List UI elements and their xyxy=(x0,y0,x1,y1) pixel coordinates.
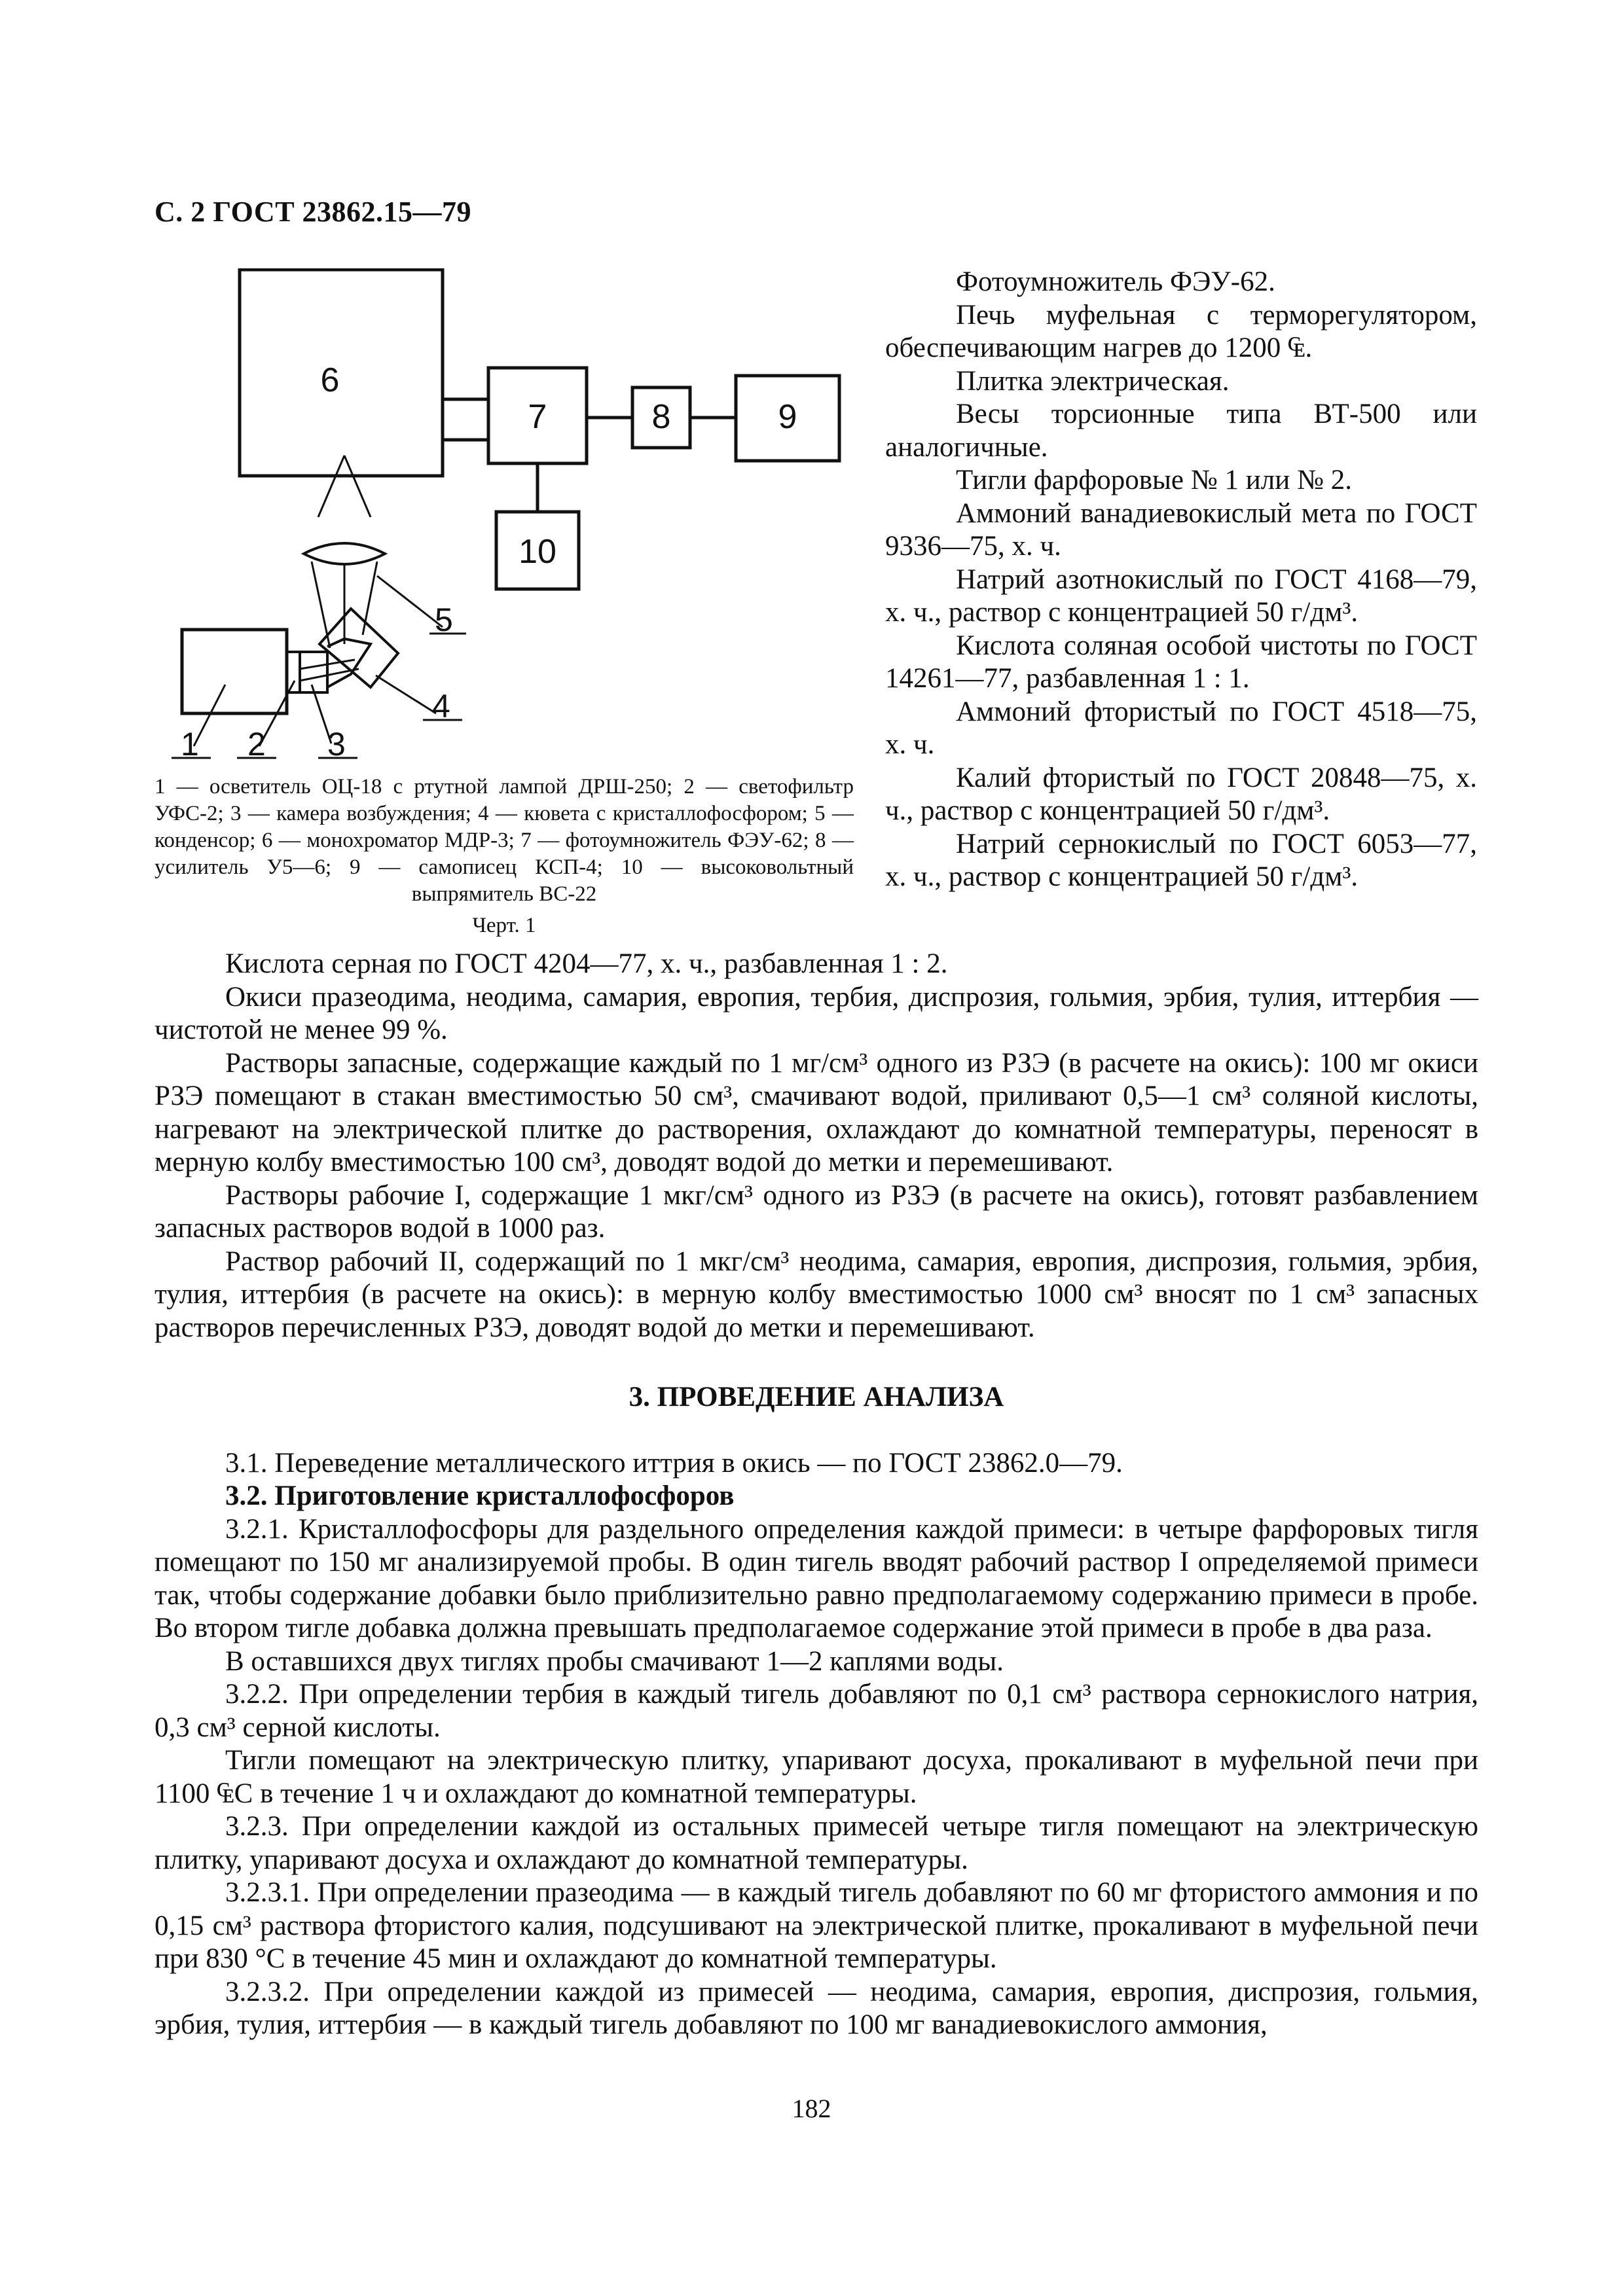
paragraph: Тигли помещают на электрическую плитку, упаривают досуха, прокаливают в муфельной печи при 1100 ₠С в течение 1 ч и охлаждают до комнатной температуры. xyxy=(155,1745,1478,1809)
list-item: Натрий азотнокислый по ГОСТ 4168—79, х. ч., раствор с концентрацией 50 г/дм³. xyxy=(885,564,1477,628)
label-7: 7 xyxy=(528,398,547,436)
figure-title: Черт. 1 xyxy=(472,914,536,937)
paragraph: 3.2.3. При определении каждой из остальных примесей четыре тигля помещают на электрическую плитку, упаривают досуха и охлаждают до комнатной температуры. xyxy=(155,1811,1478,1875)
paragraph: Растворы рабочие I, содержащие 1 мкг/см³ одного из РЗЭ (в расчете на окись), готовят разбавлением запасных растворов водой в 1000 раз. xyxy=(155,1179,1478,1244)
label-10: 10 xyxy=(519,533,556,571)
list-item: Печь муфельная с терморегулятором, обеспечивающим нагрев до 1200 ₠. xyxy=(885,299,1477,363)
paragraph: Растворы запасные, содержащие каждый по 1 мг/см³ одного из РЗЭ (в расчете на окись): 100 мг окиси РЗЭ помещают в стакан вместимостью 50 см³, смачивают водой, приливают 0,5—1 см³ соляной кислоты, нагревают на электрической плитке до растворения, охлаждают до комнатной температуры, переносят в мерную колбу вместимостью 100 см³, доводят водой до метки и перемешивают. xyxy=(155,1047,1478,1177)
list-item: Аммоний фтористый по ГОСТ 4518—75, х. ч. xyxy=(885,696,1477,760)
label-8: 8 xyxy=(651,398,671,436)
paragraph: 3.2.1. Кристаллофосфоры для раздельного определения каждой примеси: в четыре фарфоровых тигля помещают по 150 мг анализируемой пробы. В один тигель вводят рабочий раствор I определяемой примеси так, чтобы содержание добавки было приблизительно равно предполагаемому содержанию примеси в пробе. Во втором тигле добавка должна превышать предполагаемое содержание этой примеси в пробе в два раза. xyxy=(155,1513,1478,1643)
subsection-title: 3.2. Приготовление кристаллофосфоров xyxy=(225,1480,735,1511)
paragraph: 3.2.3.1. При определении празеодима — в каждый тигель добавляют по 60 мг фтористого аммония и по 0,15 см³ раствора фтористого калия, подсушивают на электрической плитке, прокаливают в муфельной печи при 830 °С в течение 45 мин и охлаждают до комнатной температуры. xyxy=(155,1877,1478,1974)
block-6-monochromator xyxy=(240,270,443,476)
list-item: Весы торсионные типа ВТ-500 или аналогичные. xyxy=(885,399,1477,463)
paragraph: В оставшихся двух тиглях пробы смачивают 1—2 каплями воды. xyxy=(225,1645,1004,1677)
paragraph: Окиси празеодима, неодима, самария, европия, тербия, диспрозия, гольмия, эрбия, тулия, иттербия — чистотой не менее 99 %. xyxy=(155,981,1478,1045)
section-title: 3. ПРОВЕДЕНИЕ АНАЛИЗА xyxy=(629,1382,1004,1412)
illuminator-1 xyxy=(182,630,287,713)
paragraph: 3.1. Переведение металлического иттрия в окись — по ГОСТ 23862.0—79. xyxy=(225,1447,1123,1479)
paragraph: 3.2.2. При определении тербия в каждый тигель добавляют по 0,1 см³ раствора сернокислого натрия, 0,3 см³ серной кислоты. xyxy=(155,1679,1478,1743)
marker-5: 5 xyxy=(435,601,453,638)
equipment-list xyxy=(885,266,1477,894)
list-item: Фотоумножитель ФЭУ-62. xyxy=(956,266,1275,297)
main-text xyxy=(155,948,1478,2042)
label-6: 6 xyxy=(320,361,340,399)
paragraph: Кислота серная по ГОСТ 4204—77, х. ч., разбавленная 1 : 2. xyxy=(225,948,948,979)
label-9: 9 xyxy=(778,398,797,436)
list-item: Тигли фарфоровые № 1 или № 2. xyxy=(956,465,1353,495)
list-item: Натрий сернокислый по ГОСТ 6053—77, х. ч., раствор с концентрацией 50 г/дм³. xyxy=(885,828,1477,892)
marker-4: 4 xyxy=(432,688,450,725)
paragraph: Раствор рабочий II, содержащий по 1 мкг/см³ неодима, самария, европия, диспрозия, гольмия, эрбия, тулия, иттербия (в расчете на окись): в мерную колбу вместимостью 1000 см³ вносят по 1 см³ запасных растворов перечисленных РЗЭ, доводят водой до метки и перемешивают. xyxy=(155,1246,1478,1343)
list-item: Плитка электрическая. xyxy=(956,365,1230,397)
list-item: Кислота соляная особой чистоты по ГОСТ 14261—77, разбавленная 1 : 1. xyxy=(885,630,1477,694)
marker-2: 2 xyxy=(247,726,266,762)
block-diagram xyxy=(155,268,875,766)
paragraph: 3.2.3.2. При определении каждой из примесей — неодима, самария, европия, диспрозия, гольмия, эрбия, тулия, иттербия — в каждый тигель добавляют по 100 мг ванадиевокислого аммония, xyxy=(155,1976,1478,2040)
page-number: 182 xyxy=(792,2094,831,2123)
list-item: Аммоний ванадиевокислый мета по ГОСТ 9336—75, х. ч. xyxy=(885,497,1477,562)
list-item: Калий фтористый по ГОСТ 20848—75, х. ч., раствор с концентрацией 50 г/дм³. xyxy=(885,762,1477,826)
marker-3: 3 xyxy=(327,726,346,762)
marker-1: 1 xyxy=(181,726,199,762)
cuvette-4 xyxy=(319,609,398,687)
diagram-svg xyxy=(155,268,875,766)
condenser-lens xyxy=(304,543,385,564)
page-header: С. 2 ГОСТ 23862.15—79 xyxy=(155,196,472,228)
figure-caption: 1 — осветитель ОЦ-18 с ртутной лампой ДРШ-250; 2 — светофильтр УФС-2; 3 — камера возбуждения; 4 — кювета с кристаллофосфором; 5 — конденсор; 6 — монохроматор МДР-3; 7 — фотоумножитель ФЭУ-62; 8 — усилитель У5—6; 9 — самописец КСП-4; 10 — высоковольтный выпрямитель ВС-22 xyxy=(155,775,854,906)
